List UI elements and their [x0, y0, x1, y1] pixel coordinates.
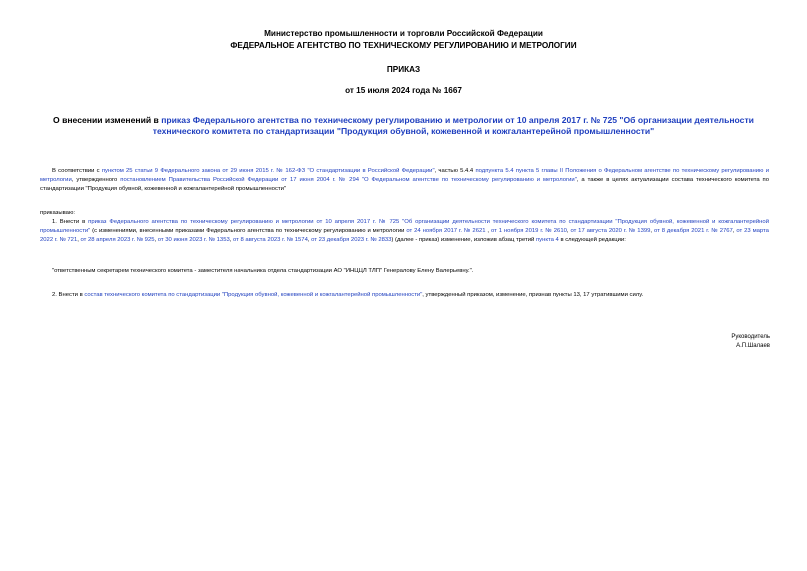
document-date-number: от 15 июля 2024 года № 1667 — [345, 86, 462, 95]
law-link[interactable]: пунктом 25 статьи 9 Федерального закона от 29 июня 2015 г. № 162-ФЗ "О стандартизации в Российской Федерации" — [101, 168, 435, 174]
item-1-text: , — [307, 236, 312, 243]
ministry-name: Министерство промышленности и торговли Российской Федерации — [264, 29, 543, 38]
amendment-link[interactable]: от 23 декабря 2023 г. № 2833 — [311, 236, 392, 243]
item-1-paragraph — [40, 218, 769, 245]
amendment-link[interactable]: от 30 июня 2023 г. № 1353 — [157, 236, 230, 243]
regulation-link[interactable]: подпункта 5.4 пункта 5 главы II Положения о Федеральном агентстве по техническому регулированию и метрологии — [40, 168, 769, 183]
preamble-text: , утвержденного — [71, 176, 121, 183]
document-type: ПРИКАЗ — [386, 65, 421, 74]
item-1-text: , — [154, 236, 158, 243]
item-1-text: , — [650, 227, 654, 234]
document-subject — [28, 115, 779, 137]
government-decree-link[interactable]: постановлением Правительства Российской Федерации от 17 июня 2004 г. № 294 "О Федеральном агентстве по техническому регулированию и метрологии" — [120, 176, 577, 183]
item-2-text: 2. Внести в — [52, 292, 85, 298]
item-1-text: 1. Внести в — [52, 219, 89, 225]
amendment-link[interactable]: от 17 августа 2020 г. № 1399 — [570, 227, 651, 234]
item-1-text: , — [485, 227, 491, 234]
signatory-title: Руководитель — [731, 334, 770, 340]
order-725-link[interactable]: приказ Федерального агентства по техническому регулированию и метрологии от 10 апреля 2017 г. № 725 "Об организации деятельности технического комитета по стандартизации "Продукция обувной, кожевенной и кожгалантерейной промышленности" — [40, 219, 769, 234]
agency-name: ФЕДЕРАЛЬНОЕ АГЕНТСТВО ПО ТЕХНИЧЕСКОМУ РЕГУЛИРОВАНИЮ И МЕТРОЛОГИИ — [230, 41, 577, 50]
subject-order-link[interactable]: приказ Федерального агентства по техническому регулированию и метрологии от 10 апреля 2017 г. № 725 "Об организации деятельности технического комитета по стандартизации "Продукция обувной, кожевенной и кожгалантерейной промышленности" — [152, 115, 754, 136]
preamble-text: , частью 5.4.4 — [434, 168, 476, 174]
item-1-text: , — [77, 236, 81, 243]
amendment-link[interactable]: от 23 марта 2022 г. № 721 — [40, 227, 769, 243]
item-2-paragraph — [40, 291, 769, 300]
quoted-amendment: "ответственным секретарем технического комитета - заместителя начальника отдела стандартизации АО "ИНЦЦЛ ТЛП" Генералову Елену Валерьевну.". — [52, 268, 474, 274]
item-1-text: , — [229, 236, 234, 243]
preamble-text: , а также в целях актуализации состава технического комитета по стандартизации "Продукция обувной, кожевенной и кожгалантерейной промышленности" — [40, 176, 770, 192]
item-1-text: в следующей редакции: — [558, 236, 626, 243]
amendment-link[interactable]: от 1 ноября 2019 г. № 2610 — [490, 227, 567, 234]
subject-prefix: О внесении изменений в — [53, 115, 162, 125]
amendment-link[interactable]: от 8 августа 2023 г. № 1574 — [233, 236, 308, 243]
item-2-text: , утвержденный приказом, изменение, признав пункты 13, 17 утратившими силу. — [422, 292, 644, 298]
order-word: приказываю: — [40, 210, 76, 216]
preamble-text: В соответствии с — [52, 168, 102, 174]
clause-4-link[interactable]: пункта 4 — [535, 236, 559, 243]
amendment-link[interactable]: от 24 ноября 2017 г. № 2621 — [406, 227, 486, 234]
preamble-paragraph — [40, 167, 769, 194]
amendment-link[interactable]: от 28 апреля 2023 г. № 925 — [80, 236, 155, 243]
item-1-text: (с изменениями, внесенными приказами Федерального агентства по техническому регулированию и метрологии — [90, 227, 407, 234]
item-1-text: , — [566, 227, 571, 234]
item-1-text: ) (далее - приказ) изменение, изложив абзац третий — [391, 236, 536, 243]
amendment-link[interactable]: от 8 декабря 2021 г. № 2767 — [653, 227, 733, 234]
signatory-name: А.П.Шалаев — [736, 343, 770, 349]
committee-composition-link[interactable]: состав технического комитета по стандартизации "Продукция обувной, кожевенной и кожгалантерейной промышленности" — [84, 292, 423, 298]
item-1-text: , — [732, 227, 737, 234]
